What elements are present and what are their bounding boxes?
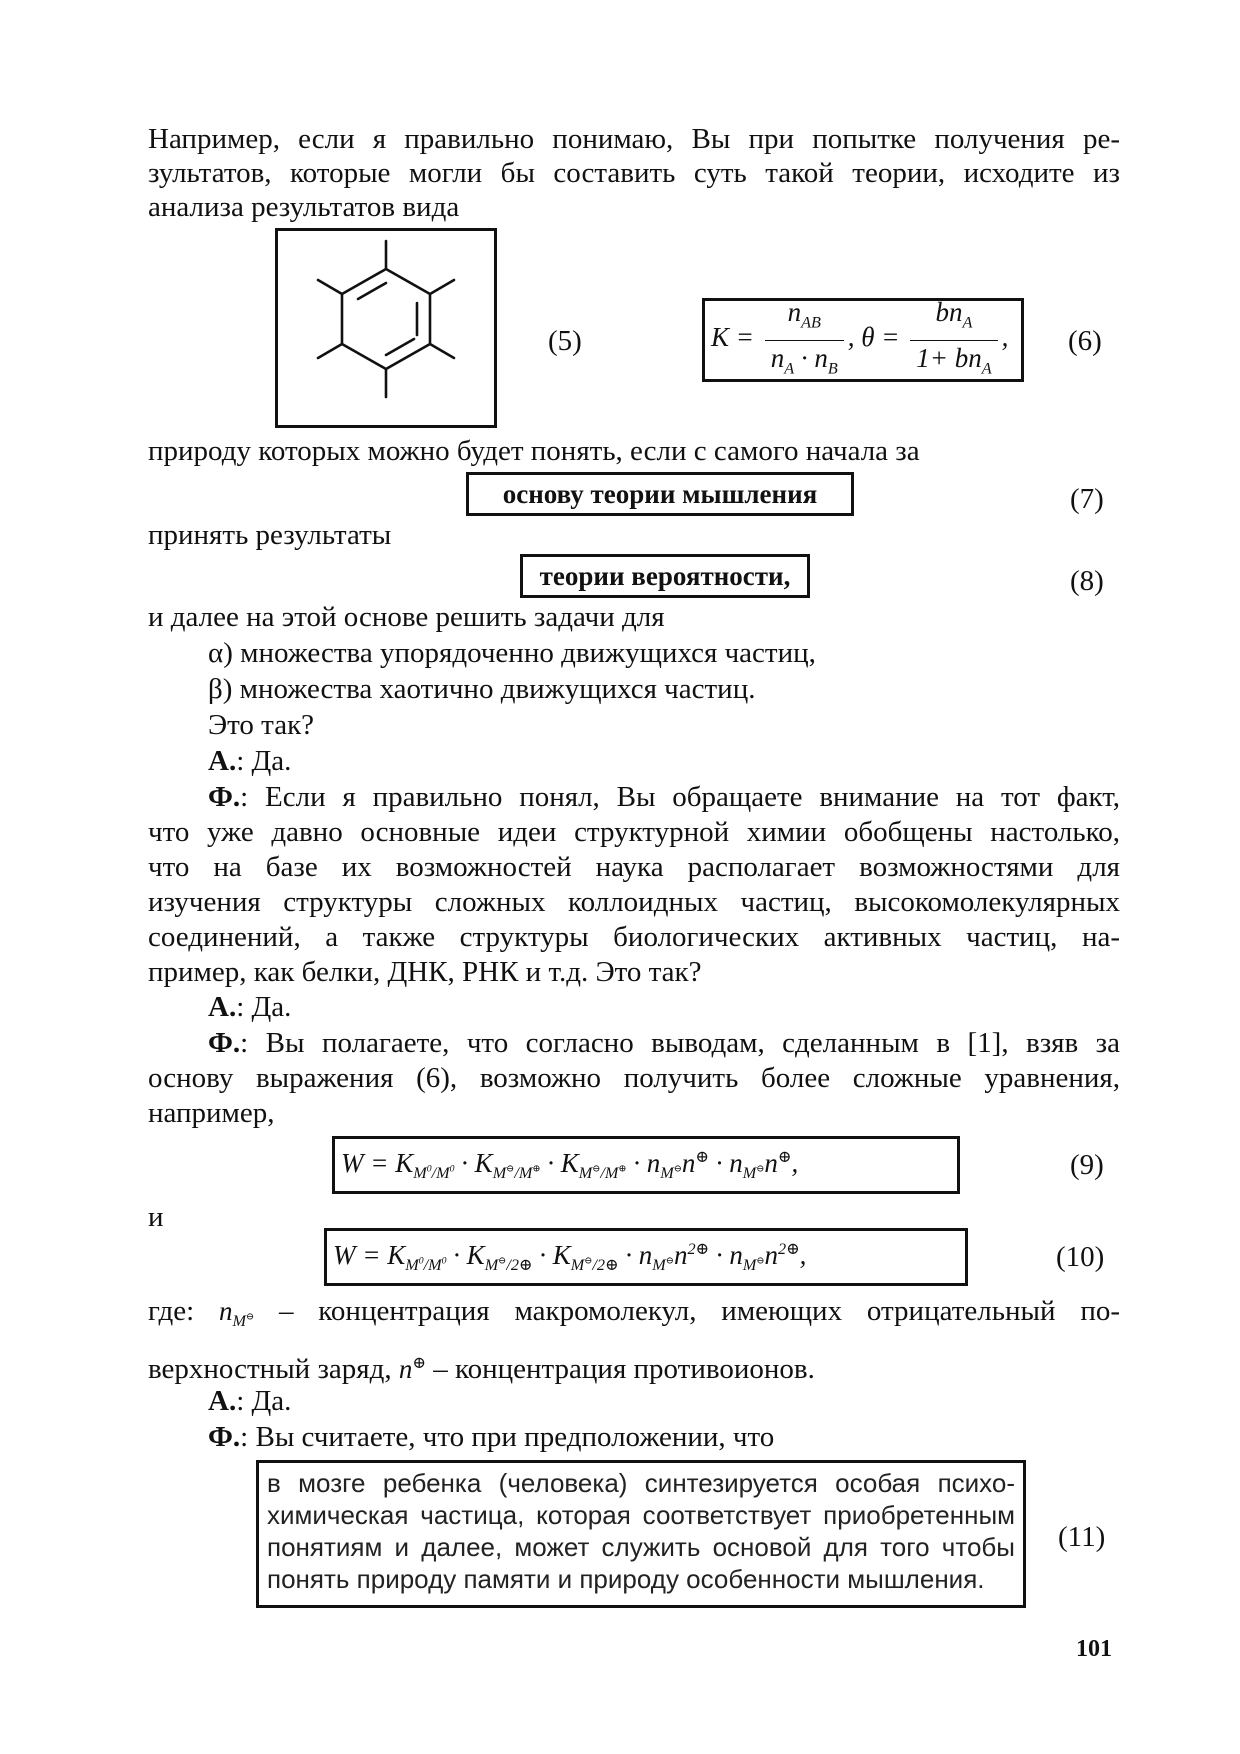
benzene-ring-icon <box>278 231 494 425</box>
answer-line: А.: Да. <box>208 745 292 777</box>
text-line: анализа результатов вида <box>148 191 460 223</box>
answer-line: А.: Да. <box>208 1385 292 1417</box>
text-line: зультатов, которые могли бы составить суть такой теории, исходите из <box>148 157 1120 189</box>
text-line: где: $n_{M^⊖}$ – концентрация макромолекул, имеющих отрицательный по- <box>148 1295 1120 1331</box>
text-line: основу выражения (6), возможно получить более сложные уравнения, <box>148 1062 1120 1094</box>
equation-number: (8) <box>1070 565 1104 597</box>
text-line: верхностный заряд, n⊕ – концентрация противоионов. <box>148 1353 815 1385</box>
answer-line: А.: Да. <box>208 991 292 1023</box>
equation-number: (10) <box>1056 1241 1105 1273</box>
box-text-line: понятиям и далее, может служить основой для того чтобы <box>267 1532 1015 1562</box>
text-line: изучения структуры сложных коллоидных частиц, высокомолекулярных <box>148 886 1120 918</box>
text-line: что уже давно основные идеи структурной химии обобщены настолько, <box>148 816 1120 848</box>
list-item-beta: β) множества хаотично движущихся частиц. <box>208 673 756 705</box>
text-line: и <box>148 1201 164 1233</box>
box-text-line: химическая частица, которая соответствует приобретенным <box>267 1500 1015 1530</box>
question-line: Ф.: Если я правильно понял, Вы обращаете внимание на тот факт, <box>208 781 1120 813</box>
equation-number: (5) <box>548 325 582 357</box>
highlight-box-7: основу теории мышления <box>466 472 854 516</box>
box-text-line: понять природу памяти и природу особенности мышления. <box>267 1564 985 1594</box>
speaker-label: Ф. <box>208 1027 241 1059</box>
equation-number: (11) <box>1058 1521 1106 1553</box>
text-line: что на базе их возможностей наука располагает возможностями для <box>148 851 1120 883</box>
speaker-label: Ф. <box>208 1421 241 1453</box>
equation-number: (9) <box>1070 1149 1104 1181</box>
benzene-structure-box <box>275 228 497 428</box>
text-line: пример, как белки, ДНК, РНК и т.д. Это так? <box>148 956 702 988</box>
text-line: Например, если я правильно понимаю, Вы при попытке получения ре- <box>148 123 1120 155</box>
formula-box-9 <box>332 1136 960 1194</box>
equation-number: (6) <box>1068 325 1102 357</box>
text-line: принять результаты <box>148 519 392 551</box>
speaker-label: А. <box>208 991 237 1023</box>
formula-9: $W = K_{M^0/M^0} \cdot K_{M^⊖/M^\oplus} \cdot K_{M^⊖/M^\oplus} \cdot n_{M^⊖}n^\oplus \cdot n_{M^⊖}n^\oplus$, <box>341 1147 799 1183</box>
text-line: соединений, а также структуры биологических активных частиц, на- <box>148 921 1120 953</box>
speaker-label: А. <box>208 745 237 777</box>
formula-box-10 <box>324 1228 968 1286</box>
n-minus-symbol: $n_{M^⊖}$ <box>218 1296 255 1331</box>
question-line: Ф.: Вы считаете, что при предположении, что <box>208 1421 775 1453</box>
text-line: Это так? <box>208 709 315 741</box>
equation-number: (7) <box>1070 483 1104 515</box>
formula-10: $W = K_{M^0/M^0} \cdot K_{M^⊖/2\oplus} \cdot K_{M^⊖/2\oplus} \cdot n_{M^⊖}n^{2\oplus} \cdot n_{M^⊖}n^{2\oplus}$, <box>333 1239 807 1275</box>
box-text-line: в мозге ребенка (человека) синтезируется особая психо- <box>267 1468 1015 1498</box>
formula-box-6 <box>702 298 1024 382</box>
n-plus-symbol: n⊕ <box>398 1354 426 1384</box>
question-line: Ф.: Вы полагаете, что согласно выводам, сделанным в [1], взяв за <box>208 1027 1120 1059</box>
hypothesis-box-11 <box>256 1460 1026 1608</box>
speaker-label: Ф. <box>208 781 241 813</box>
page-number: 101 <box>1076 1636 1112 1662</box>
text-line: и далее на этой основе решить задачи для <box>148 601 665 633</box>
text-line: природу которых можно будет понять, если с самого начала за <box>148 435 920 467</box>
formula-6: K = $\frac{n_{AB}}{n_A \cdot n_B}$ , θ = $\frac{bn_A}{1+ bn_A}$ , <box>711 297 1009 377</box>
text-line: например, <box>148 1097 275 1129</box>
speaker-label: А. <box>208 1385 237 1417</box>
highlight-box-8: теории вероятности, <box>520 554 810 598</box>
list-item-alpha: α) множества упорядоченно движущихся частиц, <box>208 637 816 669</box>
